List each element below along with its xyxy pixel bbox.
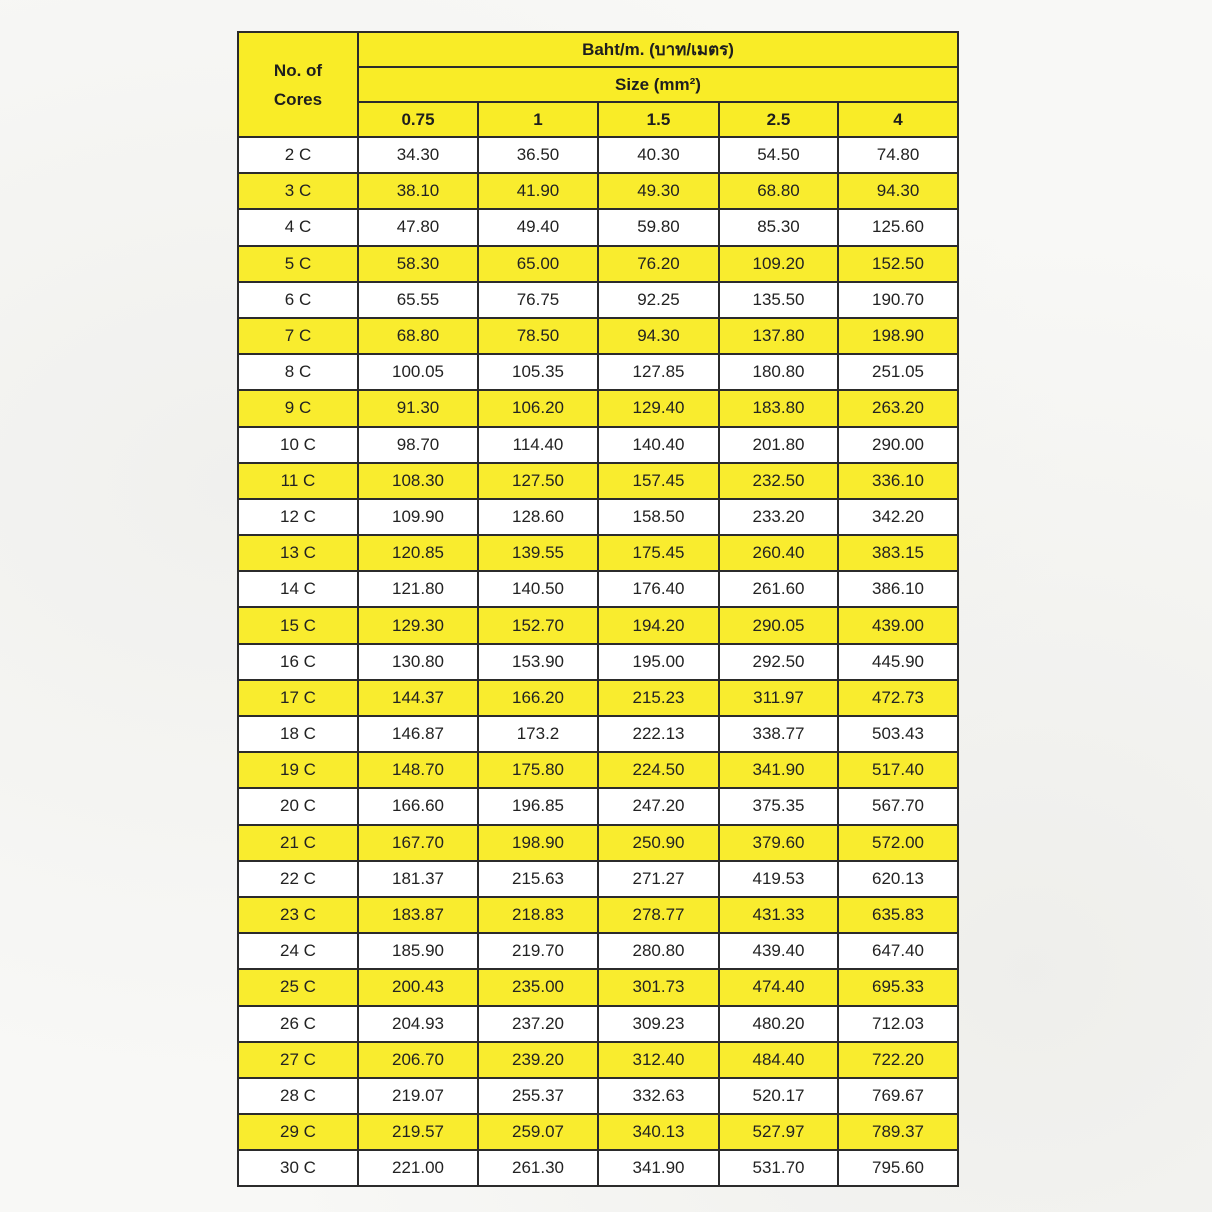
price-cell: 201.80 (719, 427, 838, 463)
price-cell: 278.77 (598, 897, 719, 933)
size-column-header: 4 (838, 102, 958, 137)
size-column-header: 2.5 (719, 102, 838, 137)
price-cell: 175.45 (598, 535, 719, 571)
price-cell: 183.87 (358, 897, 478, 933)
price-cell: 36.50 (478, 137, 598, 173)
table-row (238, 1006, 958, 1042)
cores-cell: 15 C (238, 607, 358, 643)
price-cell: 218.83 (478, 897, 598, 933)
cable-price-table (237, 31, 959, 1187)
price-cell: 114.40 (478, 427, 598, 463)
price-cell: 49.30 (598, 173, 719, 209)
price-cell: 135.50 (719, 282, 838, 318)
cores-cell: 21 C (238, 825, 358, 861)
price-cell: 198.90 (478, 825, 598, 861)
table-row (238, 1150, 958, 1186)
price-cell: 221.00 (358, 1150, 478, 1186)
cores-cell: 13 C (238, 535, 358, 571)
table-row (238, 137, 958, 173)
price-cell: 342.20 (838, 499, 958, 535)
price-cell: 128.60 (478, 499, 598, 535)
table-row (238, 318, 958, 354)
price-cell: 98.70 (358, 427, 478, 463)
table-row (238, 427, 958, 463)
cores-cell: 16 C (238, 644, 358, 680)
price-cell: 219.57 (358, 1114, 478, 1150)
price-cell: 54.50 (719, 137, 838, 173)
price-cell: 65.00 (478, 246, 598, 282)
price-cell: 183.80 (719, 390, 838, 426)
price-cell: 340.13 (598, 1114, 719, 1150)
price-cell: 261.30 (478, 1150, 598, 1186)
price-cell: 695.33 (838, 969, 958, 1005)
cores-cell: 4 C (238, 209, 358, 245)
price-cell: 224.50 (598, 752, 719, 788)
price-cell: 259.07 (478, 1114, 598, 1150)
price-cell: 85.30 (719, 209, 838, 245)
cores-column-header (238, 32, 358, 137)
cores-cell: 30 C (238, 1150, 358, 1186)
price-cell: 148.70 (358, 752, 478, 788)
table-header (238, 32, 958, 137)
price-cell: 206.70 (358, 1042, 478, 1078)
price-cell: 68.80 (719, 173, 838, 209)
price-cell: 65.55 (358, 282, 478, 318)
price-cell: 121.80 (358, 571, 478, 607)
price-cell: 125.60 (838, 209, 958, 245)
price-cell: 130.80 (358, 644, 478, 680)
price-cell: 271.27 (598, 861, 719, 897)
table-row (238, 933, 958, 969)
price-cell: 140.40 (598, 427, 719, 463)
price-cell: 431.33 (719, 897, 838, 933)
table-row (238, 499, 958, 535)
price-cell: 439.00 (838, 607, 958, 643)
cores-cell: 7 C (238, 318, 358, 354)
price-cell: 769.67 (838, 1078, 958, 1114)
price-cell: 173.2 (478, 716, 598, 752)
price-cell: 722.20 (838, 1042, 958, 1078)
price-cell: 531.70 (719, 1150, 838, 1186)
price-cell: 94.30 (598, 318, 719, 354)
price-cell: 58.30 (358, 246, 478, 282)
price-cell: 47.80 (358, 209, 478, 245)
price-cell: 181.37 (358, 861, 478, 897)
price-cell: 59.80 (598, 209, 719, 245)
price-cell: 108.30 (358, 463, 478, 499)
cores-cell: 3 C (238, 173, 358, 209)
price-cell: 49.40 (478, 209, 598, 245)
table-row (238, 354, 958, 390)
price-cell: 520.17 (719, 1078, 838, 1114)
price-cell: 250.90 (598, 825, 719, 861)
price-unit-header: Baht/m. (บาท/เมตร) (358, 32, 958, 67)
price-cell: 219.70 (478, 933, 598, 969)
price-cell: 137.80 (719, 318, 838, 354)
price-cell: 194.20 (598, 607, 719, 643)
price-cell: 503.43 (838, 716, 958, 752)
price-cell: 120.85 (358, 535, 478, 571)
price-cell: 472.73 (838, 680, 958, 716)
price-cell: 290.00 (838, 427, 958, 463)
price-cell: 146.87 (358, 716, 478, 752)
price-cell: 480.20 (719, 1006, 838, 1042)
price-cell: 290.05 (719, 607, 838, 643)
cores-label-line1: No. of (273, 60, 323, 80)
table-row (238, 173, 958, 209)
price-cell: 153.90 (478, 644, 598, 680)
size-column-header: 1 (478, 102, 598, 137)
price-cell: 795.60 (838, 1150, 958, 1186)
price-cell: 383.15 (838, 535, 958, 571)
price-cell: 375.35 (719, 788, 838, 824)
cores-cell: 10 C (238, 427, 358, 463)
price-cell: 341.90 (719, 752, 838, 788)
price-cell: 129.30 (358, 607, 478, 643)
price-cell: 175.80 (478, 752, 598, 788)
price-cell: 215.23 (598, 680, 719, 716)
price-cell: 68.80 (358, 318, 478, 354)
price-cell: 379.60 (719, 825, 838, 861)
price-cell: 311.97 (719, 680, 838, 716)
cores-label-line2: Cores (273, 89, 323, 109)
price-cell: 204.93 (358, 1006, 478, 1042)
cores-cell: 26 C (238, 1006, 358, 1042)
price-cell: 167.70 (358, 825, 478, 861)
size-column-header: 0.75 (358, 102, 478, 137)
price-cell: 292.50 (719, 644, 838, 680)
price-cell: 789.37 (838, 1114, 958, 1150)
cores-cell: 25 C (238, 969, 358, 1005)
size-header: Size (mm²) (358, 67, 958, 102)
price-cell: 180.80 (719, 354, 838, 390)
price-cell: 309.23 (598, 1006, 719, 1042)
price-cell: 105.35 (478, 354, 598, 390)
cores-cell: 17 C (238, 680, 358, 716)
cores-cell: 5 C (238, 246, 358, 282)
cores-cell: 11 C (238, 463, 358, 499)
cores-cell: 12 C (238, 499, 358, 535)
price-cell: 235.00 (478, 969, 598, 1005)
price-cell: 157.45 (598, 463, 719, 499)
price-cell: 232.50 (719, 463, 838, 499)
cores-cell: 29 C (238, 1114, 358, 1150)
table-row (238, 209, 958, 245)
price-cell: 338.77 (719, 716, 838, 752)
price-cell: 263.20 (838, 390, 958, 426)
cores-cell: 28 C (238, 1078, 358, 1114)
price-cell: 527.97 (719, 1114, 838, 1150)
price-cell: 94.30 (838, 173, 958, 209)
cores-cell: 18 C (238, 716, 358, 752)
cores-cell: 22 C (238, 861, 358, 897)
price-cell: 247.20 (598, 788, 719, 824)
price-cell: 91.30 (358, 390, 478, 426)
price-cell: 312.40 (598, 1042, 719, 1078)
price-cell: 76.75 (478, 282, 598, 318)
price-cell: 341.90 (598, 1150, 719, 1186)
price-cell: 712.03 (838, 1006, 958, 1042)
price-cell: 620.13 (838, 861, 958, 897)
table-row (238, 607, 958, 643)
price-cell: 41.90 (478, 173, 598, 209)
price-cell: 92.25 (598, 282, 719, 318)
price-cell: 196.85 (478, 788, 598, 824)
table-row (238, 1042, 958, 1078)
table-row (238, 282, 958, 318)
price-cell: 647.40 (838, 933, 958, 969)
table-row (238, 644, 958, 680)
table-row (238, 390, 958, 426)
cores-cell: 2 C (238, 137, 358, 173)
table-row (238, 463, 958, 499)
price-cell: 222.13 (598, 716, 719, 752)
price-cell: 237.20 (478, 1006, 598, 1042)
table-row (238, 788, 958, 824)
table-row (238, 1114, 958, 1150)
price-cell: 166.20 (478, 680, 598, 716)
price-cell: 166.60 (358, 788, 478, 824)
price-cell: 200.43 (358, 969, 478, 1005)
price-cell: 474.40 (719, 969, 838, 1005)
price-cell: 106.20 (478, 390, 598, 426)
price-cell: 100.05 (358, 354, 478, 390)
size-column-header: 1.5 (598, 102, 719, 137)
price-cell: 484.40 (719, 1042, 838, 1078)
table-row (238, 571, 958, 607)
cores-cell: 23 C (238, 897, 358, 933)
cores-cell: 24 C (238, 933, 358, 969)
cores-cell: 14 C (238, 571, 358, 607)
price-cell: 144.37 (358, 680, 478, 716)
price-cell: 198.90 (838, 318, 958, 354)
price-cell: 439.40 (719, 933, 838, 969)
table-row (238, 752, 958, 788)
table-row (238, 825, 958, 861)
price-cell: 74.80 (838, 137, 958, 173)
table-row (238, 861, 958, 897)
cores-cell: 9 C (238, 390, 358, 426)
price-cell: 140.50 (478, 571, 598, 607)
cores-cell: 8 C (238, 354, 358, 390)
price-cell: 34.30 (358, 137, 478, 173)
price-cell: 219.07 (358, 1078, 478, 1114)
price-cell: 176.40 (598, 571, 719, 607)
price-cell: 386.10 (838, 571, 958, 607)
cores-cell: 27 C (238, 1042, 358, 1078)
cores-cell: 6 C (238, 282, 358, 318)
price-cell: 109.20 (719, 246, 838, 282)
price-cell: 336.10 (838, 463, 958, 499)
price-cell: 127.50 (478, 463, 598, 499)
price-cell: 239.20 (478, 1042, 598, 1078)
price-cell: 129.40 (598, 390, 719, 426)
price-cell: 301.73 (598, 969, 719, 1005)
price-cell: 233.20 (719, 499, 838, 535)
price-cell: 190.70 (838, 282, 958, 318)
price-cell: 139.55 (478, 535, 598, 571)
price-cell: 255.37 (478, 1078, 598, 1114)
price-cell: 152.70 (478, 607, 598, 643)
price-cell: 109.90 (358, 499, 478, 535)
price-cell: 158.50 (598, 499, 719, 535)
price-cell: 280.80 (598, 933, 719, 969)
price-cell: 76.20 (598, 246, 719, 282)
price-cell: 127.85 (598, 354, 719, 390)
price-cell: 185.90 (358, 933, 478, 969)
price-cell: 332.63 (598, 1078, 719, 1114)
table-row (238, 897, 958, 933)
price-cell: 517.40 (838, 752, 958, 788)
price-cell: 38.10 (358, 173, 478, 209)
price-cell: 260.40 (719, 535, 838, 571)
table-row (238, 969, 958, 1005)
table-row (238, 1078, 958, 1114)
price-cell: 78.50 (478, 318, 598, 354)
price-cell: 152.50 (838, 246, 958, 282)
table-row (238, 680, 958, 716)
cores-cell: 19 C (238, 752, 358, 788)
price-cell: 251.05 (838, 354, 958, 390)
table-body (238, 137, 958, 1186)
table-row (238, 535, 958, 571)
price-cell: 635.83 (838, 897, 958, 933)
table-row (238, 246, 958, 282)
price-cell: 445.90 (838, 644, 958, 680)
table-row (238, 716, 958, 752)
price-cell: 215.63 (478, 861, 598, 897)
price-cell: 195.00 (598, 644, 719, 680)
price-cell: 567.70 (838, 788, 958, 824)
price-cell: 419.53 (719, 861, 838, 897)
cores-cell: 20 C (238, 788, 358, 824)
price-cell: 40.30 (598, 137, 719, 173)
price-cell: 261.60 (719, 571, 838, 607)
price-cell: 572.00 (838, 825, 958, 861)
